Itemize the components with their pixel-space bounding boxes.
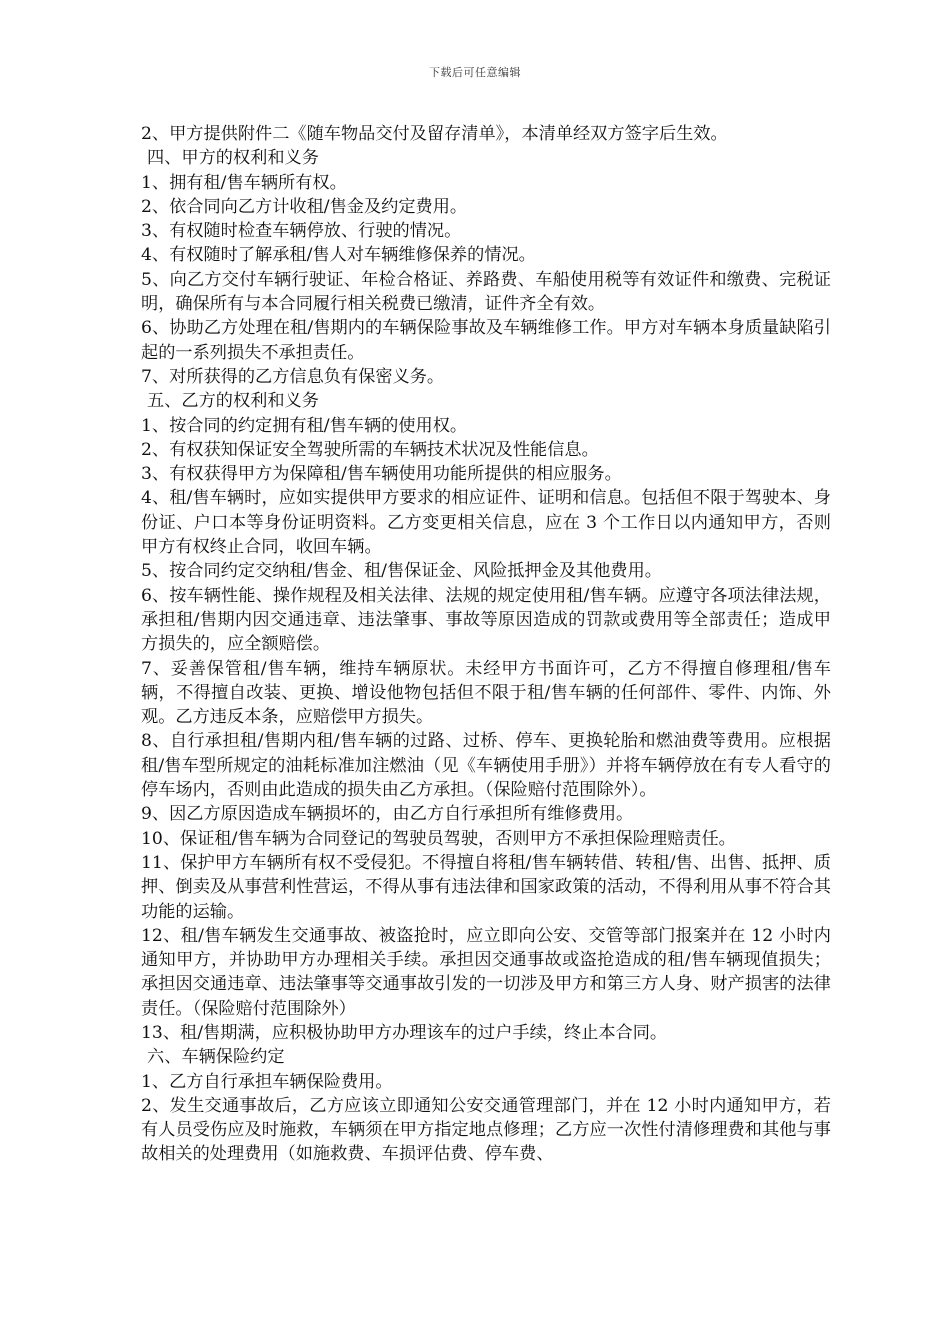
clause-paragraph: 9、因乙方原因造成车辆损坏的，由乙方自行承担所有维修费用。 bbox=[141, 804, 634, 825]
clause-paragraph: 4、有权随时了解承租/售人对车辆维修保养的情况。 bbox=[141, 245, 536, 266]
clause-paragraph: 7、妥善保管租/售车辆，维持车辆原状。未经甲方书面许可，乙方不得擅自修理租/售车辆，不得擅自改装、更换、增设他物包括但不限于租/售车辆的任何部件、零件、内饰、外观。乙方违反本条，应赔偿甲方损失。 bbox=[141, 658, 831, 728]
clause-paragraph: 1、拥有租/售车辆所有权。 bbox=[141, 172, 347, 193]
clause-paragraph: 11、保护甲方车辆所有权不受侵犯。不得擅自将租/售车辆转借、转租/售、出售、抵押、质押、倒卖及从事营利性营运，不得从事有违法律和国家政策的活动，不得利用从事不符合其功能的运输。 bbox=[141, 852, 831, 922]
clause-paragraph: 5、按合同约定交纳租/售金、租/售保证金、风险抵押金及其他费用。 bbox=[141, 561, 662, 582]
clause-paragraph: 2、有权获知保证安全驾驶所需的车辆技术状况及性能信息。 bbox=[141, 439, 599, 460]
clause-paragraph: 6、协助乙方处理在租/售期内的车辆保险事故及车辆维修工作。甲方对车辆本身质量缺陷引起的一系列损失不承担责任。 bbox=[141, 318, 831, 363]
clause-paragraph: 5、向乙方交付车辆行驶证、年检合格证、养路费、车船使用税等有效证件和缴费、完税证明，确保所有与本合同履行相关税费已缴清，证件齐全有效。 bbox=[141, 269, 831, 315]
clause-paragraph: 7、对所获得的乙方信息负有保密义务。 bbox=[141, 366, 445, 387]
clause-paragraph: 6、按车辆性能、操作规程及相关法律、法规的规定使用租/售车辆。应遵守各项法律法规，承担租/售期内因交通违章、违法肇事、事故等原因造成的罚款或费用等全部责任；造成甲方损失的，应全额赔偿。 bbox=[141, 585, 831, 655]
clause-paragraph: 8、自行承担租/售期内租/售车辆的过路、过桥、停车、更换轮胎和燃油费等费用。应根据租/售车型所规定的油耗标准加注燃油（见《车辆使用手册》）并将车辆停放在有专人看守的停车场内，否则由此造成的损失由乙方承担。（保险赔付范围除外）。 bbox=[141, 731, 831, 801]
document-body bbox=[141, 122, 831, 1167]
clause-paragraph: 1、按合同的约定拥有租/售车辆的使用权。 bbox=[141, 415, 468, 436]
clause-paragraph: 10、保证租/售车辆为合同登记的驾驶员驾驶，否则甲方不承担保险理赔责任。 bbox=[141, 828, 736, 849]
section-heading: 四、甲方的权利和义务 bbox=[147, 148, 319, 169]
clause-paragraph: 2、发生交通事故后，乙方应该立即通知公安交通管理部门，并在 12 小时内通知甲方，若有人员受伤应及时施救，车辆须在甲方指定地点修理；乙方应一次性付清修理费和其他与事故相关的处理费用（如施救费、车损评估费、停车费、 bbox=[141, 1095, 831, 1165]
page-header-note: 下载后可任意编辑 bbox=[429, 66, 521, 79]
clause-paragraph: 4、租/售车辆时，应如实提供甲方要求的相应证件、证明和信息。包括但不限于驾驶本、身份证、户口本等身份证明资料。乙方变更相关信息，应在 3 个工作日以内通知甲方，否则甲方有权终止合同，收回车辆。 bbox=[141, 488, 831, 558]
section-heading: 五、乙方的权利和义务 bbox=[147, 391, 319, 412]
clause-paragraph: 3、有权获得甲方为保障租/售车辆使用功能所提供的相应服务。 bbox=[141, 464, 622, 485]
clause-paragraph: 3、有权随时检查车辆停放、行驶的情况。 bbox=[141, 221, 462, 242]
clause-paragraph: 13、租/售期满，应积极协助甲方办理该车的过户手续，终止本合同。 bbox=[141, 1022, 668, 1043]
clause-paragraph: 2、依合同向乙方计收租/售金及约定费用。 bbox=[141, 196, 468, 217]
section-heading: 六、车辆保险约定 bbox=[147, 1047, 285, 1068]
clause-paragraph: 12、租/售车辆发生交通事故、被盗抢时，应立即向公安、交管等部门报案并在 12 小时内通知甲方，并协助甲方办理相关手续。承担因交通事故或盗抢造成的租/售车辆现值损失；承担因交通违章、违法肇事等交通事故引发的一切涉及甲方和第三方人身、财产损害的法律责任。（保险赔付范围除外） bbox=[141, 925, 831, 1019]
clause-paragraph: 1、乙方自行承担车辆保险费用。 bbox=[141, 1071, 393, 1092]
clause-paragraph: 2、甲方提供附件二《随车物品交付及留存清单》，本清单经双方签字后生效。 bbox=[141, 124, 728, 144]
